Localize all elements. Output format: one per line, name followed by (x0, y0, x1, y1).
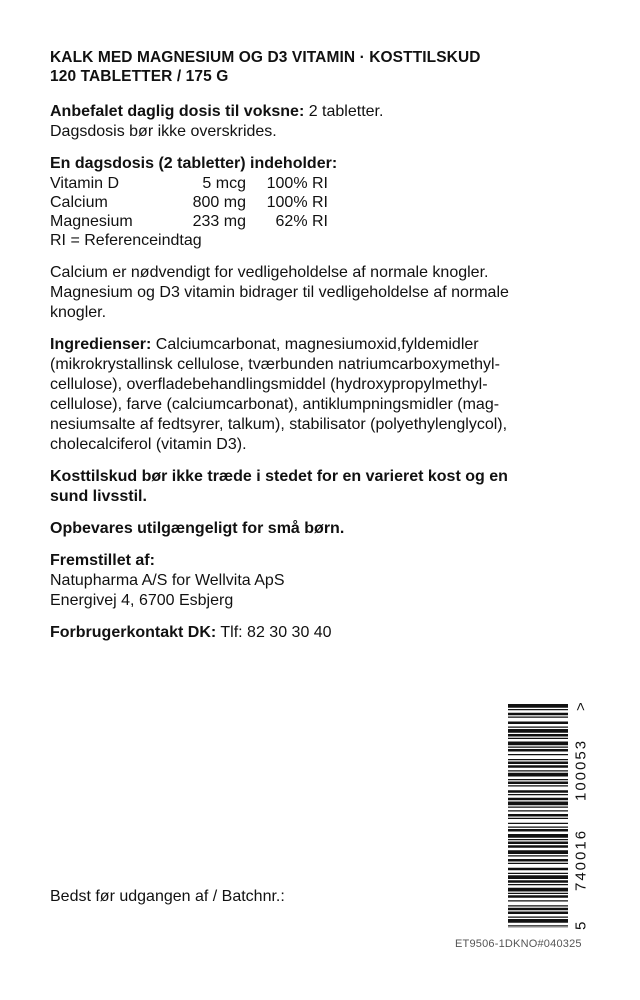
ingredients-line: (mikrokrystallinsk cellulose, tværbunden natriumcarboxymethyl- (50, 356, 500, 373)
ingredients-line: cholecalciferol (vitamin D3). (50, 436, 247, 453)
barcode-bar (508, 704, 568, 708)
dosage-label: Anbefalet daglig dosis til voksne: (50, 103, 305, 120)
barcode-bar (508, 875, 568, 879)
diet-notice (50, 467, 590, 507)
barcode-bar (508, 823, 568, 824)
barcode-bar (508, 863, 568, 864)
barcode-bar (508, 747, 568, 748)
barcode-bar (508, 785, 568, 786)
barcode-bar (508, 779, 568, 780)
contact-phone: Tlf: 82 30 30 40 (216, 624, 332, 641)
barcode-bar (508, 713, 568, 716)
barcode-bar (508, 709, 568, 710)
health-claims (50, 263, 590, 323)
claim-line: Calcium er nødvendigt for vedligeholdelse af normale knogler. (50, 264, 489, 281)
barcode-bar (508, 839, 568, 840)
ingredients-line: nesiumsalte af fedtsyrer, talkum), stabilisator (polyethylenglycol), (50, 416, 508, 433)
barcode (508, 704, 568, 928)
barcode-digit-lead: 5 (572, 919, 590, 930)
product-title-line1: KALK MED MAGNESIUM OG D3 VITAMIN · KOSTTILSKUD (50, 49, 481, 66)
manufacturer-name: Natupharma A/S for Wellvita ApS (50, 572, 285, 589)
contact-label: Forbrugerkontakt DK: (50, 624, 217, 641)
barcode-bar (508, 754, 568, 755)
manufacturer-address: Energivej 4, 6700 Esbjerg (50, 592, 234, 609)
nutrition-footnote: RI = Referenceindtag (50, 232, 202, 249)
dosage-value: 2 tabletter. (304, 103, 384, 120)
barcode-bar (508, 884, 568, 885)
nutrient-ri: 62% RI (275, 213, 328, 230)
barcode-bar (508, 802, 568, 806)
nutrient-amount: 800 mg (192, 194, 246, 211)
barcode-bar (508, 762, 568, 765)
barcode-bar (508, 888, 568, 892)
nutrient-amount: 5 mcg (202, 175, 246, 192)
barcode-bar (508, 895, 568, 898)
ingredients-block (50, 335, 590, 455)
barcode-bar (508, 727, 568, 728)
nutrient-name: Vitamin D (50, 175, 120, 192)
ingredients-line: cellulose), overfladebehandlingsmiddel (hydroxypropylmethyl- (50, 376, 488, 393)
barcode-bar (508, 810, 568, 811)
barcode-bar (508, 868, 568, 871)
dosage-warning: Dagsdosis bør ikke overskrides. (50, 123, 277, 140)
nutrition-table (50, 174, 328, 231)
barcode-bar (508, 827, 568, 828)
nutrition-heading: En dagsdosis (2 tabletter) indeholder: (50, 155, 338, 172)
barcode-digit-group: 100053 (572, 739, 590, 802)
barcode-trail-mark: > (572, 700, 590, 711)
barcode-bar (508, 893, 568, 894)
barcode-bar (508, 908, 568, 911)
contact-block (50, 623, 590, 643)
nutrient-ri: 100% RI (266, 175, 328, 192)
barcode-bar (508, 770, 568, 771)
barcode-bar (508, 814, 568, 817)
barcode-bar (508, 919, 568, 923)
table-row (50, 193, 328, 212)
diet-notice-line: Kosttilskud bør ikke træde i stedet for en varieret kost og en (50, 468, 508, 485)
diet-notice-line: sund livsstil. (50, 488, 147, 505)
ingredients-line: Calciumcarbonat, magnesiumoxid,fyldemidler (151, 336, 479, 353)
label-text (50, 48, 590, 655)
nutrient-name: Calcium (50, 194, 108, 211)
nutrient-amount: 233 mg (192, 213, 246, 230)
barcode-bar (508, 917, 568, 918)
claim-line: knogler. (50, 304, 107, 321)
print-code: ET9506-1DKNO#040325 (455, 938, 582, 950)
barcode-bar (508, 925, 568, 926)
barcode-bar (508, 765, 568, 768)
barcode-bar (508, 790, 568, 793)
nutrition-block (50, 154, 590, 251)
manufacturer-label: Fremstillet af: (50, 552, 155, 569)
product-title (50, 48, 590, 86)
barcode-bar (508, 742, 568, 746)
ingredients-line: cellulose), farve (calciumcarbonat), antiklumpningsmidler (mag- (50, 396, 500, 413)
barcode-bar (508, 842, 568, 845)
barcode-bar (508, 829, 568, 832)
barcode-bar (508, 859, 568, 862)
barcode-bar (508, 722, 568, 725)
manufacturer-block (50, 551, 590, 611)
nutrient-name: Magnesium (50, 213, 133, 230)
barcode-bar (508, 738, 568, 739)
barcode-bar (508, 900, 568, 901)
barcode-bar (508, 807, 568, 808)
barcode-bar (508, 834, 568, 838)
barcode-bar (508, 782, 568, 785)
barcode-bar (508, 905, 568, 906)
barcode-bar (508, 873, 568, 874)
barcode-bar (508, 798, 568, 801)
table-row (50, 212, 328, 231)
children-notice: Opbevares utilgængeligt for små børn. (50, 520, 345, 537)
ingredients-label: Ingredienser: (50, 336, 152, 353)
barcode-digit-group: 740016 (572, 829, 590, 892)
barcode-bar (508, 749, 568, 752)
table-row (50, 174, 328, 193)
barcode-digits (572, 700, 590, 930)
barcode-bar (508, 717, 568, 718)
barcode-bar (508, 850, 568, 854)
expiry-batch-label: Bedst før udgangen af / Batchnr.: (50, 888, 285, 905)
dosage-block (50, 102, 590, 142)
barcode-bar (508, 794, 568, 795)
claim-line: Magnesium og D3 vitamin bidrager til vedligeholdelse af normale (50, 284, 509, 301)
barcode-bar (508, 734, 568, 737)
product-title-line2: 120 TABLETTER / 175 G (50, 68, 229, 85)
barcode-bar (508, 818, 568, 819)
barcode-bar (508, 773, 568, 777)
nutrient-ri: 100% RI (266, 194, 328, 211)
barcode-bar (508, 759, 568, 760)
barcode-bar (508, 912, 568, 915)
barcode-bar (508, 845, 568, 848)
barcode-bars (508, 704, 568, 928)
barcode-bar (508, 855, 568, 856)
barcode-bar (508, 880, 568, 883)
barcode-bar (508, 729, 568, 733)
